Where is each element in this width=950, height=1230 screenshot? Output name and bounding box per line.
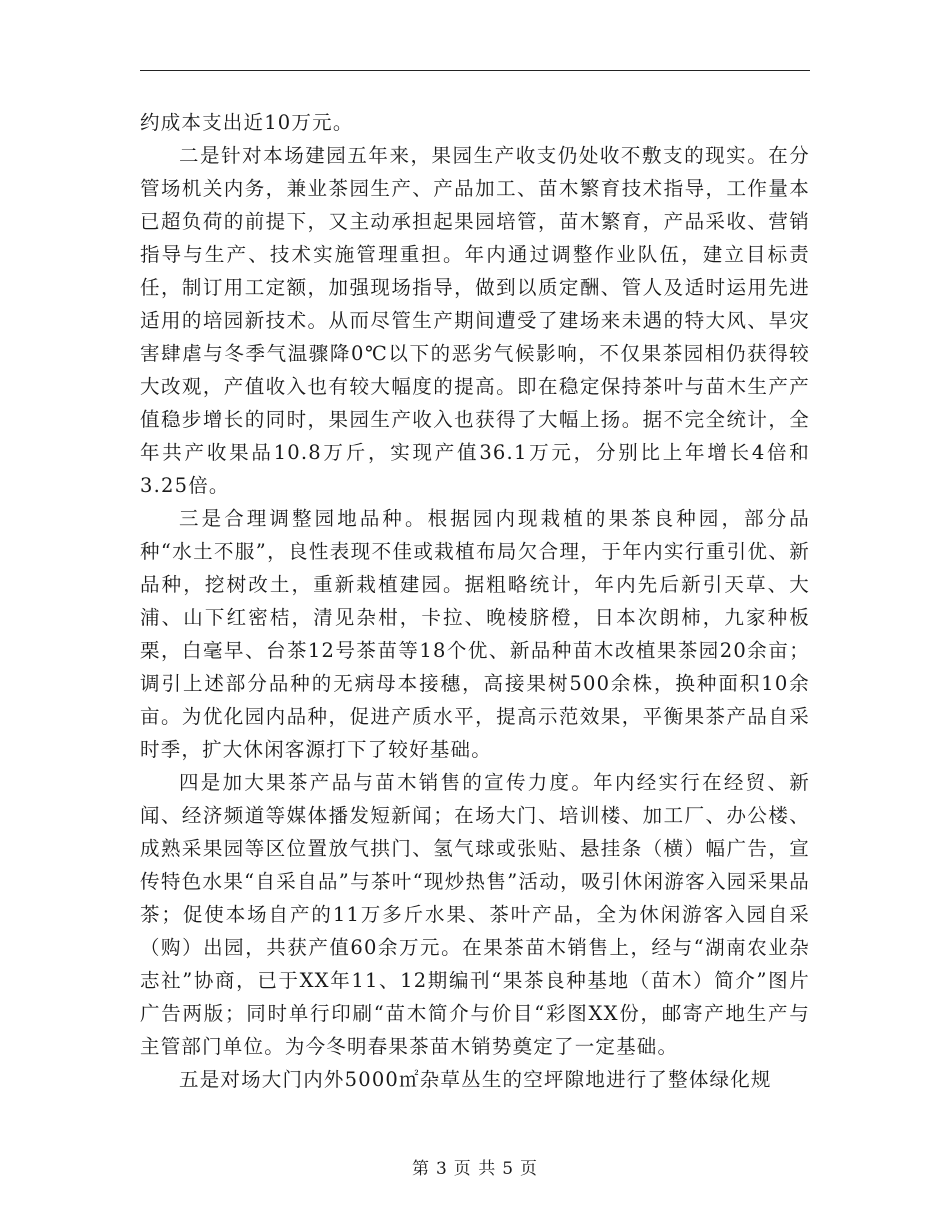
page-footer [0,1154,950,1179]
paragraph-continuation: 约成本支出近10万元。 [140,111,354,134]
footer-middle: 页 共 [453,1159,497,1179]
document-body [140,106,810,1096]
paragraph-item-two: 二是针对本场建园五年来，果园生产收支仍处收不敷支的现实。在分管场机关内务，兼业茶园生产、产品加工、苗木繁育技术指导，工作量本已超负荷的前提下，又主动承担起果园培管，苗木繁育，产品采收、营销指导与生产、技术实施管理重担。年内通过调整作业队伍，建立目标责任，制订用工定额，加强现场指导，做到以质定酬、管人及适时运用先进适用的培园新技术。从而尽管生产期间遭受了建场来未遇的特大风、旱灾害肆虐与冬季气温骤降0℃以下的恶劣气候影响，不仅果茶园相仍获得较大改观，产值收入也有较大幅度的提高。即在稳定保持茶叶与苗木生产产值稳步增长的同时，果园生产收入也获得了大幅上扬。据不完全统计，全年共产收果品10.8万斤，实现产值36.1万元，分别比上年增长4倍和3.25倍。 [140,144,810,497]
paragraph-item-five: 五是对场大门内外5000㎡杂草丛生的空坪隙地进行了整体绿化规 [179,1068,772,1091]
header-rule [140,70,810,71]
paragraph-item-four: 四是加大果茶产品与苗木销售的宣传力度。年内经实行在经贸、新闻、经济频道等媒体播发短新闻；在场大门、培训楼、加工厂、办公楼、成熟采果园等区位置放气拱门、氢气球或张贴、悬挂条（横）幅广告，宣传特色水果“自采自品”与茶叶“现炒热售”活动，吸引休闲游客入园采果品茶；促使本场自产的11万多斤水果、茶叶产品，全为休闲游客入园自采（购）出园，共获产值60余万元。在果茶苗木销售上，经与“湖南农业杂志社”协商，已于XX年11、12期编刊“果茶良种基地（苗木）简介”图片广告两版；同时单行印刷“苗木简介与价目“彩图XX份，邮寄产地生产与主管部门单位。为今冬明春果茶苗木销势奠定了一定基础。 [140,771,810,1058]
footer-suffix: 页 [520,1159,539,1179]
footer-total-pages: 5 [502,1159,515,1179]
footer-prefix: 第 [411,1159,430,1179]
paragraph-item-three: 三是合理调整园地品种。根据园内现栽植的果茶良种园，部分品种“水土不服”，良性表现不佳或栽植布局欠合理，于年内实行重引优、新品种，挖树改土，重新栽植建园。据粗略统计，年内先后新引天草、大浦、山下红密桔，清见杂柑，卡拉、晚棱脐橙，日本次朗柿，九家种板栗，白毫早、台茶12号茶苗等18个优、新品种苗木改植果茶园20余亩；调引上述部分品种的无病母本接穗，高接果树500余株，换种面积10余亩。为优化园内品种，促进产质水平，提高示范效果，平衡果茶产品自采时季，扩大休闲客源打下了较好基础。 [140,507,810,761]
footer-current-page: 3 [435,1159,448,1179]
